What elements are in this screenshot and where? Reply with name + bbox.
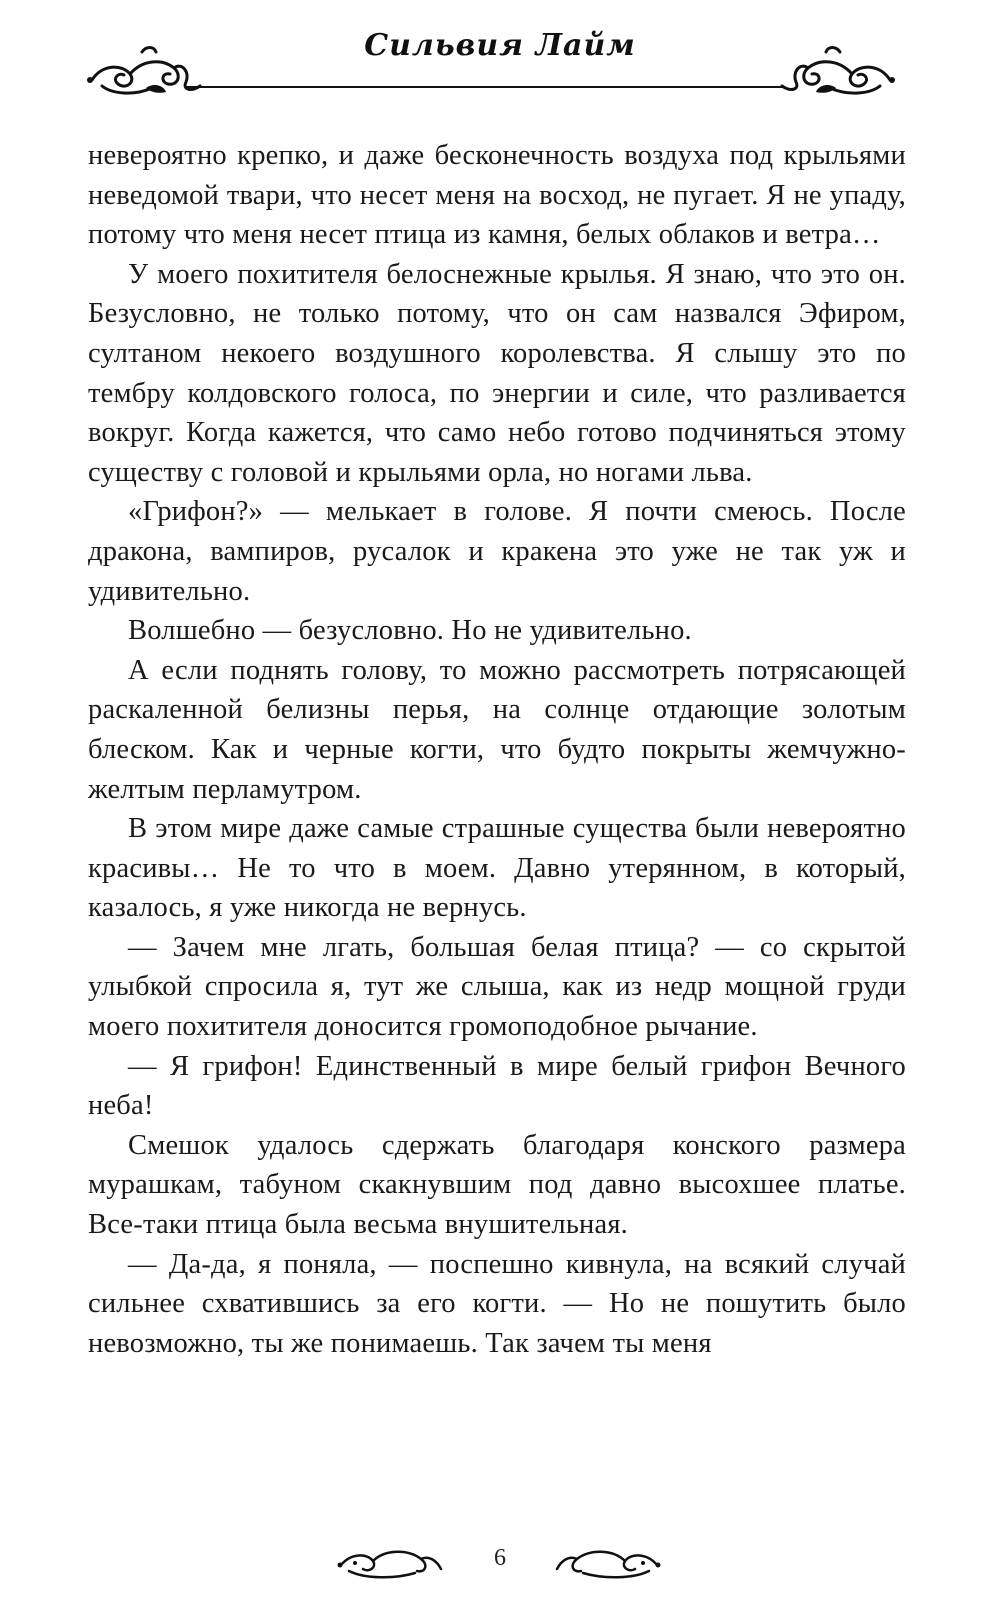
- page-header: [0, 0, 1000, 130]
- paragraph: — Да-да, я поняла, — поспешно кивнула, на всякий случай сильнее схватившись за его когти. — Но не пошутить было невозможно, ты же понимаешь. Так зачем ты меня: [88, 1248, 906, 1359]
- page-footer: [0, 1535, 1000, 1595]
- right-flourish-icon: [780, 42, 900, 102]
- running-head-author: Сильвия Лайм: [364, 28, 636, 63]
- paragraph: В этом мире даже самые страшные существа были невероятно красивы… Не то что в моем. Давно утерянном, в который, казалось, я уже никогда не вернусь.: [88, 813, 906, 924]
- paragraph: «Грифон?» — мелькает в голове. Я почти смеюсь. После дракона, вампиров, русалок и кракена это уже не так уж и удивительно.: [88, 496, 906, 607]
- paragraph: — Зачем мне лгать, большая белая птица? — со скрытой улыбкой спросила я, тут же слыша, как из недр мощной груди моего похитителя доносится громоподобное рычание.: [88, 931, 906, 1043]
- paragraph: невероятно крепко, и даже бесконечность воздуха под крыльями неведомой твари, что несет меня на восход, не пугает. Я не упаду, потому что меня несет птица из камня, белых облаков и ветра…: [88, 140, 906, 251]
- header-rule: [185, 86, 785, 88]
- paragraph: А если поднять голову, то можно рассмотреть потрясающей раскаленной белизны перья, на солнце отдающие золотым блеском. Как и черные когти, что будто покрыты жемчужно-желтым перламутром.: [88, 654, 906, 805]
- paragraph: — Я грифон! Единственный в мире белый грифон Вечного неба!: [88, 1050, 906, 1122]
- paragraph: Волшебно — безусловно. Но не удивительно.: [128, 615, 692, 647]
- paragraph: Смешок удалось сдержать благодаря конского размера мурашкам, табуном скакнувшим под давно высохшее платье. Все-таки птица была весьма внушительная.: [88, 1129, 906, 1241]
- page-number: 6: [494, 1545, 506, 1571]
- paragraph: У моего похитителя белоснежные крылья. Я знаю, что это он. Безусловно, не только потому, что он сам назвался Эфиром, султаном некоего воздушного королевства. Я слышу это по тембру колдовского голоса, по энергии и силе, что разливается вокруг. Когда кажется, что само небо готово подчиняться этому существу с головой и крыльями орла, но ногами льва.: [88, 258, 906, 488]
- body-text: [88, 136, 906, 1363]
- footer-right-flourish-icon: [553, 1539, 663, 1583]
